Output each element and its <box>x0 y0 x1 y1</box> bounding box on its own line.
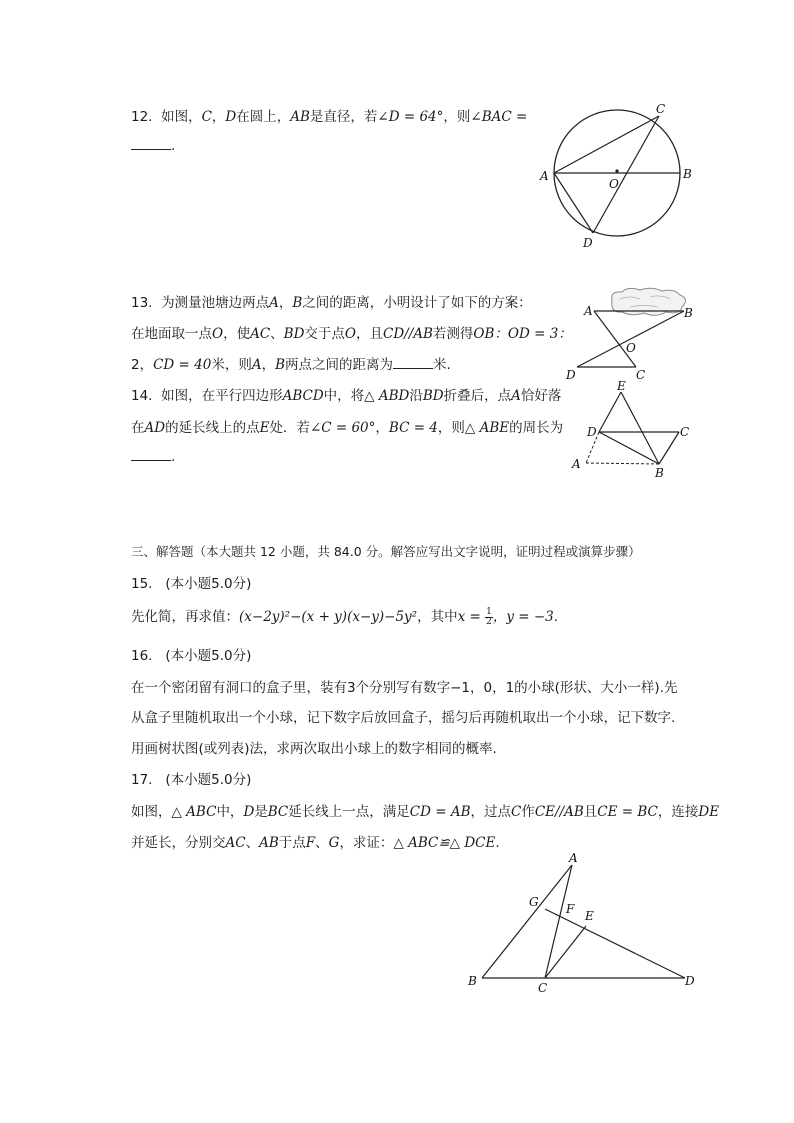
label-a: A <box>569 852 578 865</box>
label-o: O <box>626 341 636 355</box>
q13-text: 两点之间的距离为 <box>285 357 393 373</box>
label-d: D <box>583 236 593 250</box>
q14-var: ABCD <box>282 388 324 404</box>
label-a: A <box>540 169 549 183</box>
label-e: E <box>585 909 594 923</box>
q17-header <box>131 768 251 788</box>
fraction-one-half <box>485 608 493 627</box>
q17-text: 于点 <box>278 835 306 851</box>
q13-line2 <box>131 322 572 342</box>
q13-text: 之间的距离，小明设计了如下的方案： <box>302 295 532 311</box>
q17-var: DE <box>698 804 720 820</box>
q12-number: 12. <box>131 109 153 125</box>
q15-score: (本小题5.0分) <box>165 576 252 592</box>
q16-line2: 从盒子里随机取出一个小球，记下数字后放回盒子，摇匀后再随机取出一个小球，记下数字. <box>131 710 676 726</box>
q17-text: 中， <box>216 804 244 820</box>
q17-var: CE//AB <box>534 804 584 820</box>
fraction-denominator: 2 <box>486 616 492 627</box>
q12-text: 在圆上， <box>236 109 291 125</box>
q12-text: 如图， <box>161 109 202 125</box>
q17-var: CE = BC <box>597 804 658 820</box>
q13-figure <box>560 285 700 385</box>
q17-var: F <box>305 835 316 851</box>
q13-text: ， <box>278 295 293 311</box>
q14-figure <box>565 380 700 480</box>
q12-line2 <box>131 137 175 154</box>
label-e: E <box>617 380 626 393</box>
q17-figure <box>460 852 705 1002</box>
q17-line1 <box>131 800 719 820</box>
q13-var: CD = 40 <box>153 357 212 373</box>
answer-blank[interactable] <box>393 356 433 369</box>
q12-var: AB <box>290 109 310 125</box>
q12-var: D <box>225 109 237 125</box>
q13-text: 交于点 <box>304 326 345 342</box>
label-a: A <box>572 457 581 471</box>
segment-ab-dashed <box>586 463 659 464</box>
q16-number: 16. <box>131 648 153 664</box>
q12-angle: ∠D = 64° <box>377 109 444 125</box>
section-heading: 三、解答题（本大题共 12 小题，共 84.0 分。解答应写出文字说明，证明过程或演算步骤） <box>131 544 641 559</box>
fraction-numerator: 1 <box>486 606 492 617</box>
q16-header <box>131 644 251 664</box>
q13-line1 <box>131 291 532 311</box>
q15-end: . <box>553 609 559 625</box>
q13-var: A <box>251 357 262 373</box>
q12-var: C <box>201 109 212 125</box>
q17-var: C <box>511 804 522 820</box>
label-g: G <box>529 895 539 909</box>
label-d: D <box>685 974 695 988</box>
q15-body <box>131 605 558 627</box>
q17-var: D <box>243 804 255 820</box>
q14-text: ，则 <box>437 420 465 436</box>
label-o: O <box>609 177 619 191</box>
q14-text: 处．若 <box>269 420 310 436</box>
q13-var: CD//AB <box>383 326 433 342</box>
q17-congruence: △ ABC≌△ DCE <box>393 835 496 851</box>
q17-var: CD = AB <box>409 804 471 820</box>
q14-text: 在 <box>131 420 145 436</box>
q14-var: △ ABD <box>364 388 410 404</box>
q13-text: 2， <box>131 357 154 373</box>
q15-expression: (x−2y)²−(x + y)(x−y)−5y² <box>239 609 418 625</box>
q16-score: (本小题5.0分) <box>165 648 252 664</box>
label-d: D <box>566 368 576 382</box>
q15-text: 先化简，再求值： <box>131 609 239 625</box>
q14-end: . <box>171 449 176 465</box>
label-b: B <box>468 974 477 988</box>
q14-line1 <box>131 384 561 404</box>
q14-text: 中，将 <box>323 388 365 404</box>
q17-text: 、 <box>245 835 260 851</box>
q12-end: . <box>171 138 176 154</box>
q17-line2 <box>131 831 500 851</box>
q17-var: AB <box>259 835 279 851</box>
q14-text: 沿 <box>409 388 423 404</box>
segment-ed <box>599 392 621 432</box>
q13-text: 米，则 <box>211 357 252 373</box>
label-c: C <box>636 368 646 382</box>
q12-figure <box>535 100 700 260</box>
q14-text: 如图，在平行四边形 <box>161 388 283 404</box>
q17-text: 且 <box>583 804 598 820</box>
segment-bd <box>577 311 684 367</box>
q12-text: 是直径，若 <box>309 109 378 125</box>
q14-var: E <box>259 420 270 436</box>
q15-y: ，y = −3 <box>492 609 554 625</box>
q15-number: 15. <box>131 576 153 592</box>
q17-number: 17. <box>131 772 153 788</box>
q13-text: 为测量池塘边两点 <box>161 295 270 311</box>
q13-text: 在地面取一点 <box>131 326 212 342</box>
q17-score: (本小题5.0分) <box>165 772 252 788</box>
q17-text: 延长线上一点，满足 <box>288 804 410 820</box>
q14-text: 的周长为 <box>509 420 564 436</box>
q14-var: △ ABE <box>464 420 510 436</box>
q15-header <box>131 572 251 592</box>
q14-number: 14. <box>131 388 153 404</box>
label-b: B <box>683 167 692 181</box>
label-c: C <box>656 102 666 116</box>
q12-line1 <box>131 105 527 125</box>
answer-blank[interactable] <box>131 137 171 150</box>
q17-text: ，求证： <box>339 835 394 851</box>
q13-var: AC <box>250 326 271 342</box>
q13-var: A <box>269 295 279 311</box>
q13-text: 、 <box>270 326 284 342</box>
q15-x: x = <box>457 609 481 625</box>
q17-text: 、 <box>315 835 329 851</box>
q17-text: ，过点 <box>470 804 511 820</box>
label-a: A <box>584 304 593 318</box>
label-b: B <box>684 306 693 320</box>
label-c: C <box>680 425 690 439</box>
q13-var: BD <box>283 326 305 342</box>
q17-var: △ ABC <box>171 804 217 820</box>
q13-var: O <box>212 326 224 342</box>
answer-blank[interactable] <box>131 448 171 461</box>
q15-text: ，其中 <box>417 609 458 625</box>
q13-var: B <box>275 357 285 373</box>
q14-var: AD <box>144 420 166 436</box>
q17-text: 作 <box>521 804 535 820</box>
q13-var: O <box>344 326 356 342</box>
q14-text: 折叠后，点 <box>443 388 512 404</box>
q14-var: BD <box>422 388 444 404</box>
q17-text: ，连接 <box>657 804 699 820</box>
q17-var: G <box>328 835 340 851</box>
q14-line2 <box>131 416 563 436</box>
q13-text: 米. <box>433 357 451 373</box>
q14-line3 <box>131 448 175 465</box>
q17-text: 如图， <box>131 804 172 820</box>
center-point <box>615 169 618 172</box>
q13-text: 若测得 <box>432 326 474 342</box>
label-f: F <box>566 902 575 916</box>
q14-var: BC = 4 <box>388 420 438 436</box>
q17-var: AC <box>225 835 246 851</box>
q13-text: ，且 <box>356 326 383 342</box>
q13-text: ，使 <box>223 326 251 342</box>
label-b: B <box>655 466 664 480</box>
q13-text: ， <box>261 357 276 373</box>
q14-text: ， <box>375 420 389 436</box>
q16-line1: 在一个密闭留有洞口的盒子里，装有3个分别写有数字−1，0，1的小球(形状、大小一样).先 <box>131 680 678 696</box>
q13-ratio: OB：OD = 3： <box>473 326 572 342</box>
label-c: C <box>538 981 548 995</box>
chord-ad <box>554 173 593 233</box>
q17-var: BC <box>267 804 289 820</box>
segment-gd <box>545 909 685 978</box>
q17-text: 并延长，分别交 <box>131 835 226 851</box>
q13-line3 <box>131 353 451 373</box>
segment-cb <box>659 432 679 464</box>
q14-var: A <box>511 388 521 404</box>
q12-text: ， <box>211 109 226 125</box>
q13-number: 13. <box>131 295 153 311</box>
q12-angle: ∠BAC = <box>470 109 528 125</box>
q14-text: 的延长线上的点 <box>165 420 260 436</box>
q12-text: ，则 <box>443 109 471 125</box>
q14-text: 恰好落 <box>520 388 562 404</box>
label-d: D <box>587 425 597 439</box>
q17-end: . <box>495 835 500 851</box>
q13-var: B <box>292 295 303 311</box>
q17-text: 是 <box>254 804 268 820</box>
q14-angle: ∠C = 60° <box>309 420 376 436</box>
q16-line3: 用画树状图(或列表)法，求两次取出小球上的数字相同的概率. <box>131 741 497 757</box>
